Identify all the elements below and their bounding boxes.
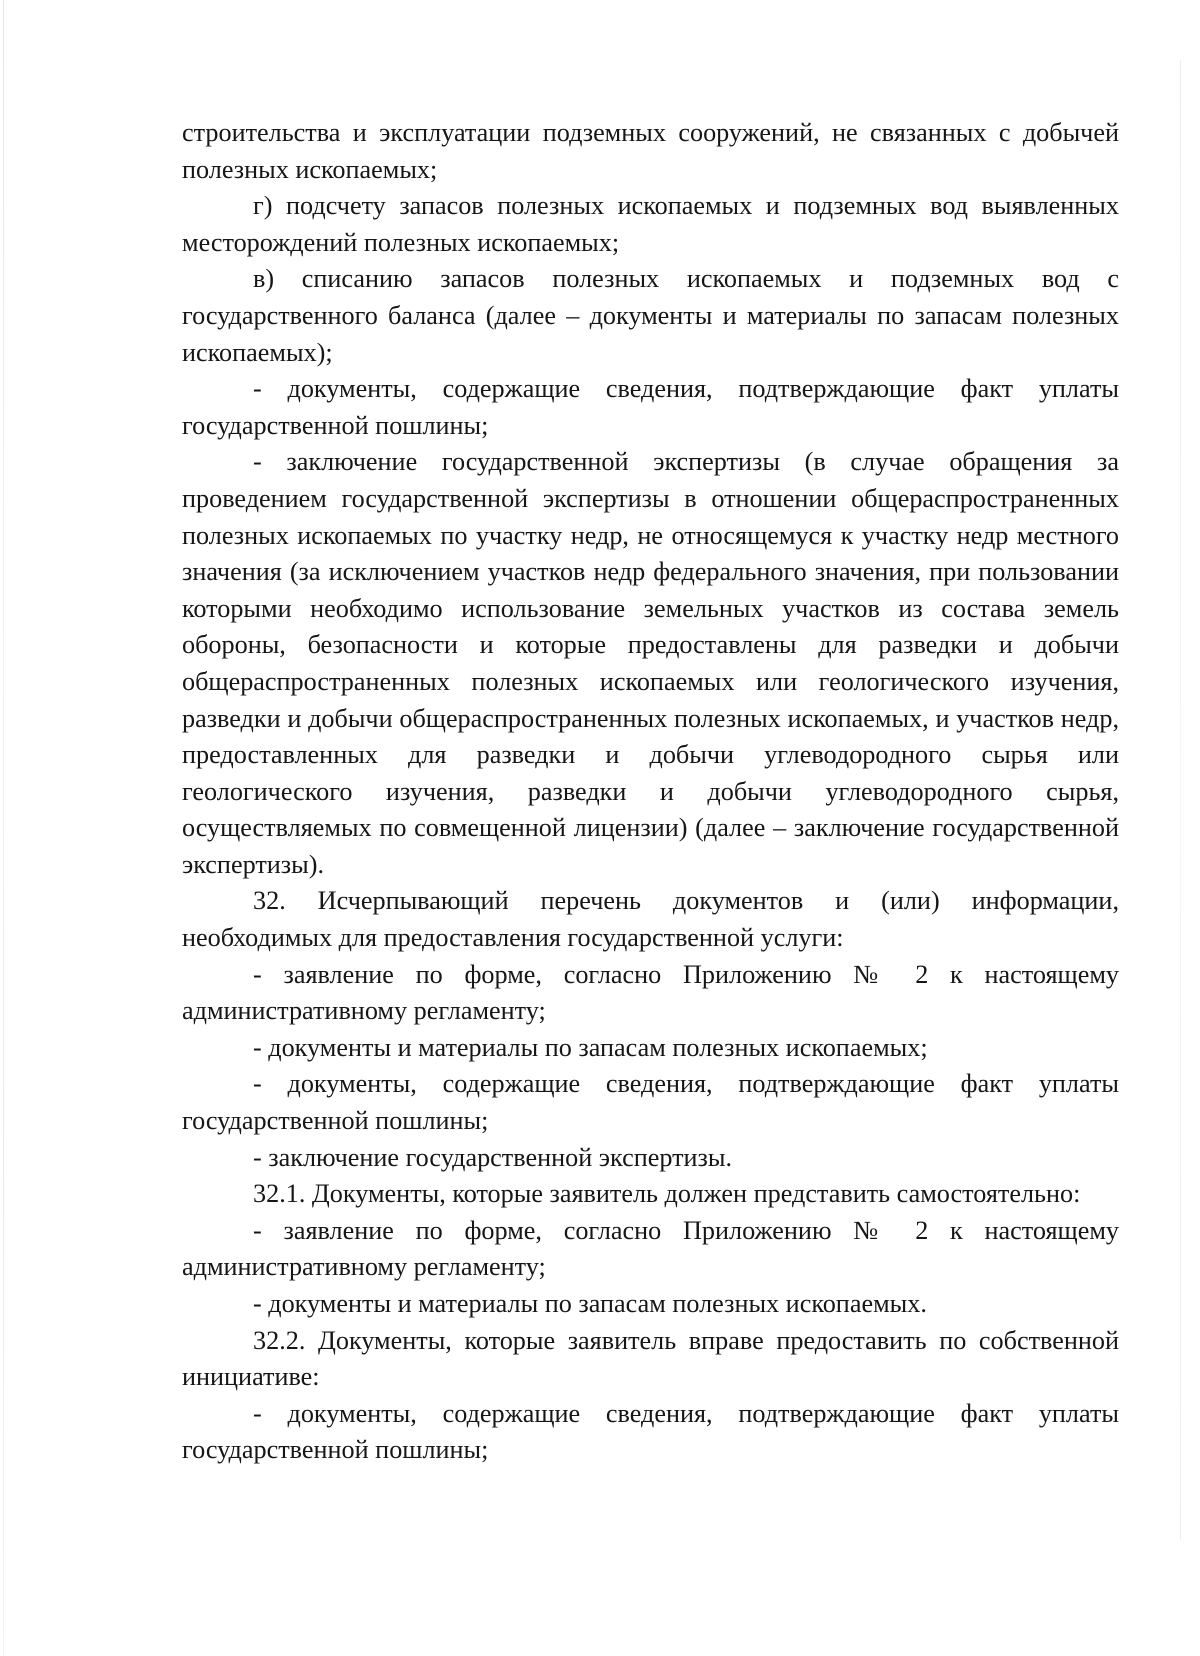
paragraph-32-expertise: - заключение государственной экспертизы. [253,1142,733,1172]
scan-edge-left [3,0,4,1656]
paragraph-section-32: 32. Исчерпывающий перечень документов и (или) информации, необходимых для предоставления государственной услуги: [182,886,1119,953]
paragraph-section-32-2: 32.2. Документы, которые заявитель вправе предоставить по собственной инициативе: [182,1325,1119,1392]
document-body [182,115,1119,1469]
paragraph-item-v: в) списанию запасов полезных ископаемых и подземных вод с государственного баланса (далее – документы и материалы по запасам полезных ископаемых); [182,264,1119,367]
scan-edge-right [1180,60,1181,1540]
paragraph-32-1-application-form: - заявление по форме, согласно Приложению № 2 к настоящему административному регламенту; [182,1215,1119,1282]
paragraph-item-g: г) подсчету запасов полезных ископаемых и подземных вод выявленных месторождений полезных ископаемых; [182,191,1119,257]
paragraph-section-32-1: 32.1. Документы, которые заявитель должен представить самостоятельно: [253,1179,1081,1209]
paragraph-32-1-reserves-materials: - документы и материалы по запасам полезных ископаемых. [253,1289,927,1318]
paragraph-construction-continuation: строительства и эксплуатации подземных сооружений, не связанных с добычей полезных ископаемых; [182,118,1119,184]
paragraph-32-application-form: - заявление по форме, согласно Приложению № 2 к настоящему административному регламенту; [182,959,1119,1026]
paragraph-32-reserves-materials: - документы и материалы по запасам полезных ископаемых; [253,1032,928,1062]
paragraph-32-fee-documents: - документы, содержащие сведения, подтверждающие факт уплаты государственной пошлины; [182,1069,1119,1136]
paragraph-fee-documents: - документы, содержащие сведения, подтверждающие факт уплаты государственной пошлины; [182,374,1119,440]
paragraph-expertise-conclusion: - заключение государственной экспертизы (в случае обращения за проведением государственной экспертизы в отношении общераспространенных полезных ископаемых по участку недр, не относящемуся к участку недр местного значения (за исключением участков недр федерального значения, при пользовании которыми необходимо использование земельных участков из состава земель обороны, безопасности и которые предоставлены для разведки и добычи общераспространенных полезных ископаемых или геологического изучения, разведки и добычи общераспространенных полезных ископаемых, и участков недр, предоставленных для разведки и добычи углеводородного сырья или геологического изучения, разведки и добычи углеводородного сырья, осуществляемых по совмещенной лицензии) (далее – заключение государственной экспертизы). [182,447,1119,879]
paragraph-32-2-fee-documents: - документы, содержащие сведения, подтверждающие факт уплаты государственной пошлины; [182,1398,1119,1465]
